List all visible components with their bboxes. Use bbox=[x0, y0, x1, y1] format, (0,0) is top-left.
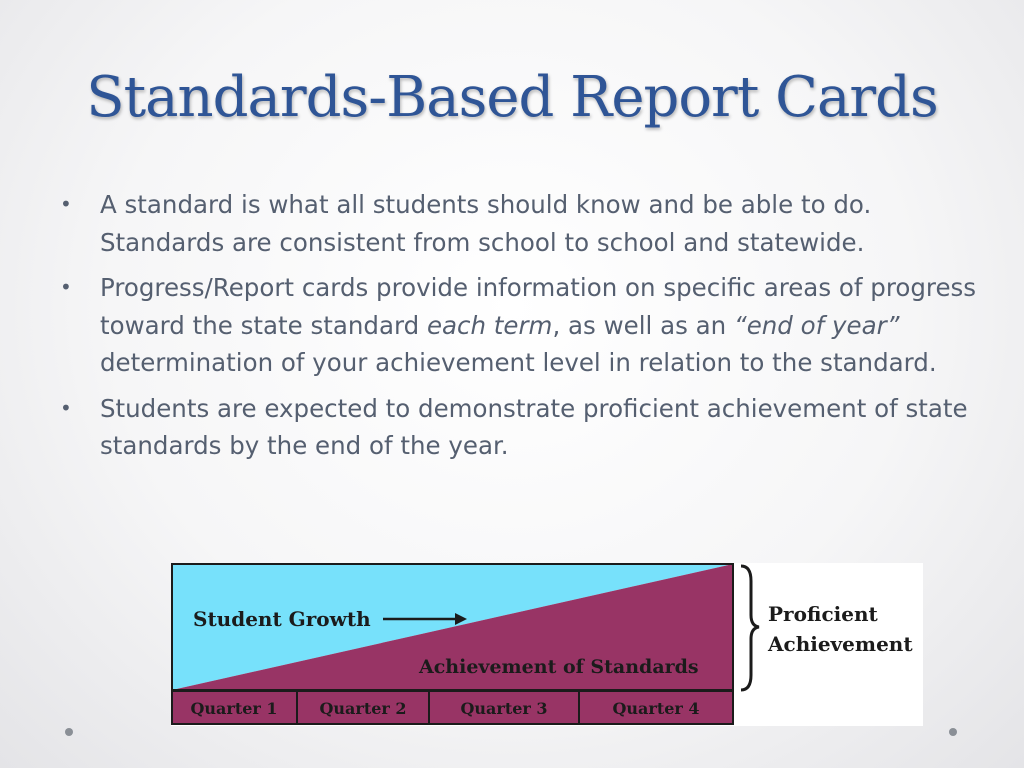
bullet-text: determination of your achievement level in relation to the standard. bbox=[100, 348, 937, 377]
bullet-text: A standard is what all students should know and be able to do. Standards are consistent from school to school and statewide. bbox=[100, 190, 872, 257]
bullet-item bbox=[58, 186, 978, 261]
bullet-dot-icon: • bbox=[60, 192, 72, 216]
growth-diagram bbox=[171, 563, 923, 726]
bullet-list bbox=[58, 186, 978, 473]
quarter-label: Quarter 2 bbox=[319, 699, 407, 718]
bullet-text: Students are expected to demonstrate proficient achievement of state standards by the end of the year. bbox=[100, 393, 968, 460]
bullet-text: , as well as an bbox=[552, 310, 734, 340]
bullet-dot-icon: • bbox=[60, 275, 72, 299]
bullet-dot-icon: • bbox=[60, 395, 72, 420]
achievement-label: Achievement of Standards bbox=[419, 656, 699, 678]
bullet-item bbox=[58, 390, 978, 465]
emphasis-each-term: each term bbox=[426, 310, 553, 340]
slide-title: Standards-Based Report Cards bbox=[86, 65, 938, 130]
proficient-label-line1: Proficient bbox=[768, 602, 878, 626]
corner-dot-left bbox=[65, 728, 73, 736]
bullet-text: Progress/Report cards provide information on specific areas of progress toward the state standard bbox=[100, 273, 977, 340]
emphasis-end-of-year: “end of year” bbox=[734, 310, 900, 340]
quarter-label: Quarter 4 bbox=[612, 699, 700, 718]
quarter-label: Quarter 3 bbox=[460, 699, 548, 718]
quarter-label: Quarter 1 bbox=[190, 699, 278, 718]
corner-dot-right bbox=[949, 728, 957, 736]
bullet-item bbox=[58, 269, 978, 382]
student-growth-label: Student Growth bbox=[193, 607, 371, 631]
quarter-bar bbox=[172, 691, 733, 724]
proficient-label-line2: Achievement bbox=[768, 632, 913, 656]
